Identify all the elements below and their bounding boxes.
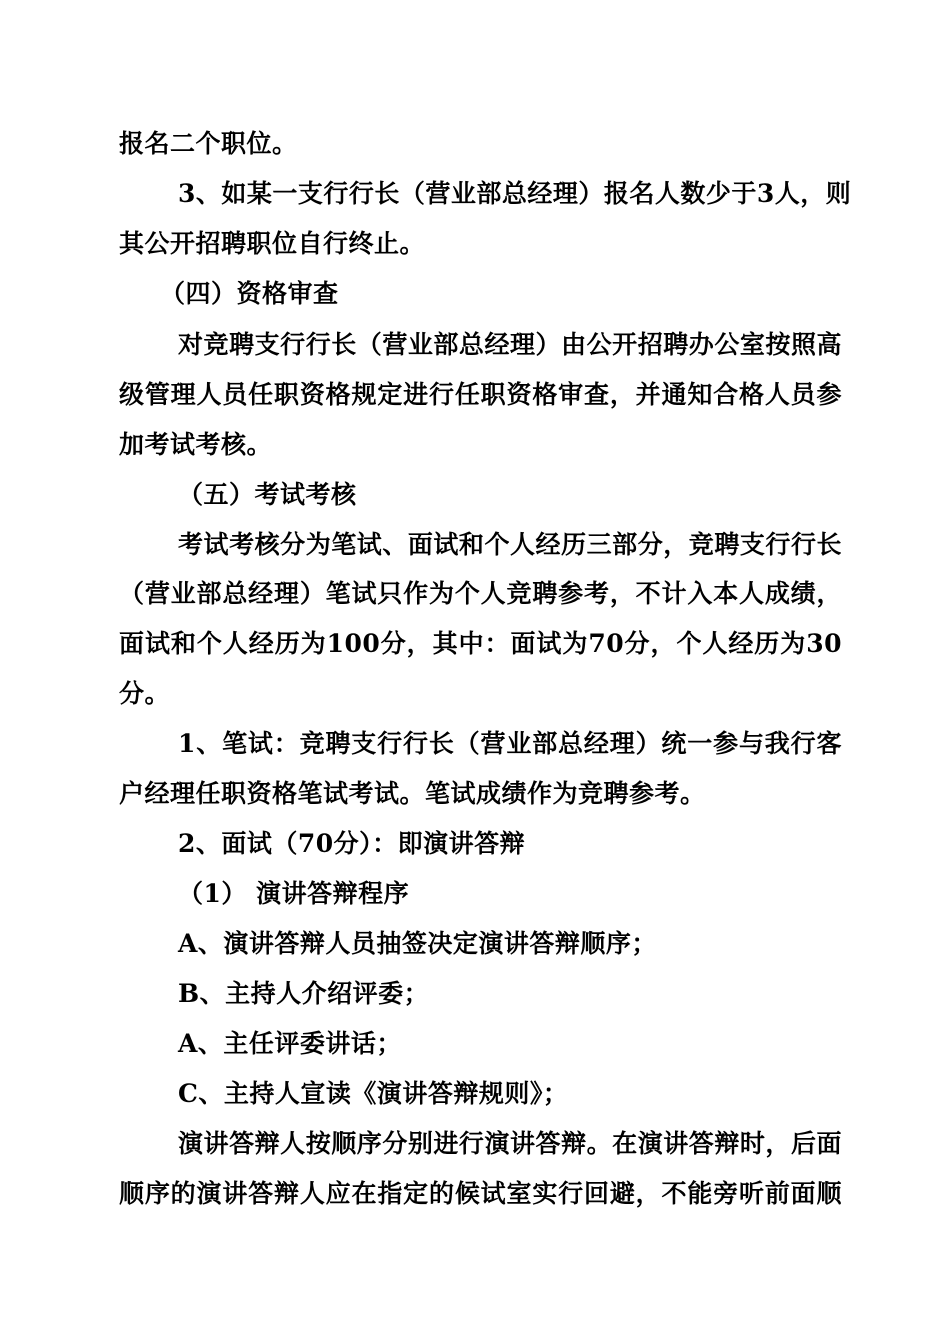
list-item: A、主任评委讲话；: [178, 1029, 402, 1058]
text-line: 1、笔试：竞聘支行行长（营业部总经理）统一参与我行客: [178, 729, 842, 758]
section-heading: （五）考试考核: [178, 480, 357, 509]
text-line: 演讲答辩人按顺序分别进行演讲答辩。在演讲答辩时，后面: [178, 1129, 842, 1158]
text-line: 级管理人员任职资格规定进行任职资格审查，并通知合格人员参: [119, 380, 842, 409]
text-line: 户经理任职资格笔试考试。笔试成绩作为竞聘参考。: [119, 779, 706, 808]
text-line: （营业部总经理）笔试只作为个人竞聘参考，不计入本人成绩，: [119, 579, 842, 608]
list-item: A、演讲答辩人员抽签决定演讲答辩顺序；: [178, 929, 657, 958]
text-line: 分。: [119, 679, 171, 708]
text-line: 对竞聘支行行长（营业部总经理）由公开招聘办公室按照高: [178, 330, 842, 359]
section-heading: （四）资格审查: [160, 279, 339, 308]
text-line: 报名二个职位。: [119, 129, 298, 158]
list-item: B、主持人介绍评委；: [178, 979, 430, 1008]
text-line: 面试和个人经历为100分，其中：面试为70分，个人经历为30: [119, 629, 842, 658]
text-line: 考试考核分为笔试、面试和个人经历三部分，竞聘支行行长: [178, 530, 842, 559]
text-line: 3、如某一支行行长（营业部总经理）报名人数少于3人，则: [178, 179, 852, 208]
text-line: 顺序的演讲答辩人应在指定的候试室实行回避，不能旁听前面顺: [119, 1179, 842, 1208]
text-line: 2、面试（70分）：即演讲答辩: [178, 829, 526, 858]
list-item: C、主持人宣读《演讲答辩规则》；: [178, 1079, 569, 1108]
text-line: 其公开招聘职位自行终止。: [119, 229, 426, 258]
sub-heading: （1） 演讲答辩程序: [178, 879, 410, 908]
text-line: 加考试考核。: [119, 430, 273, 459]
